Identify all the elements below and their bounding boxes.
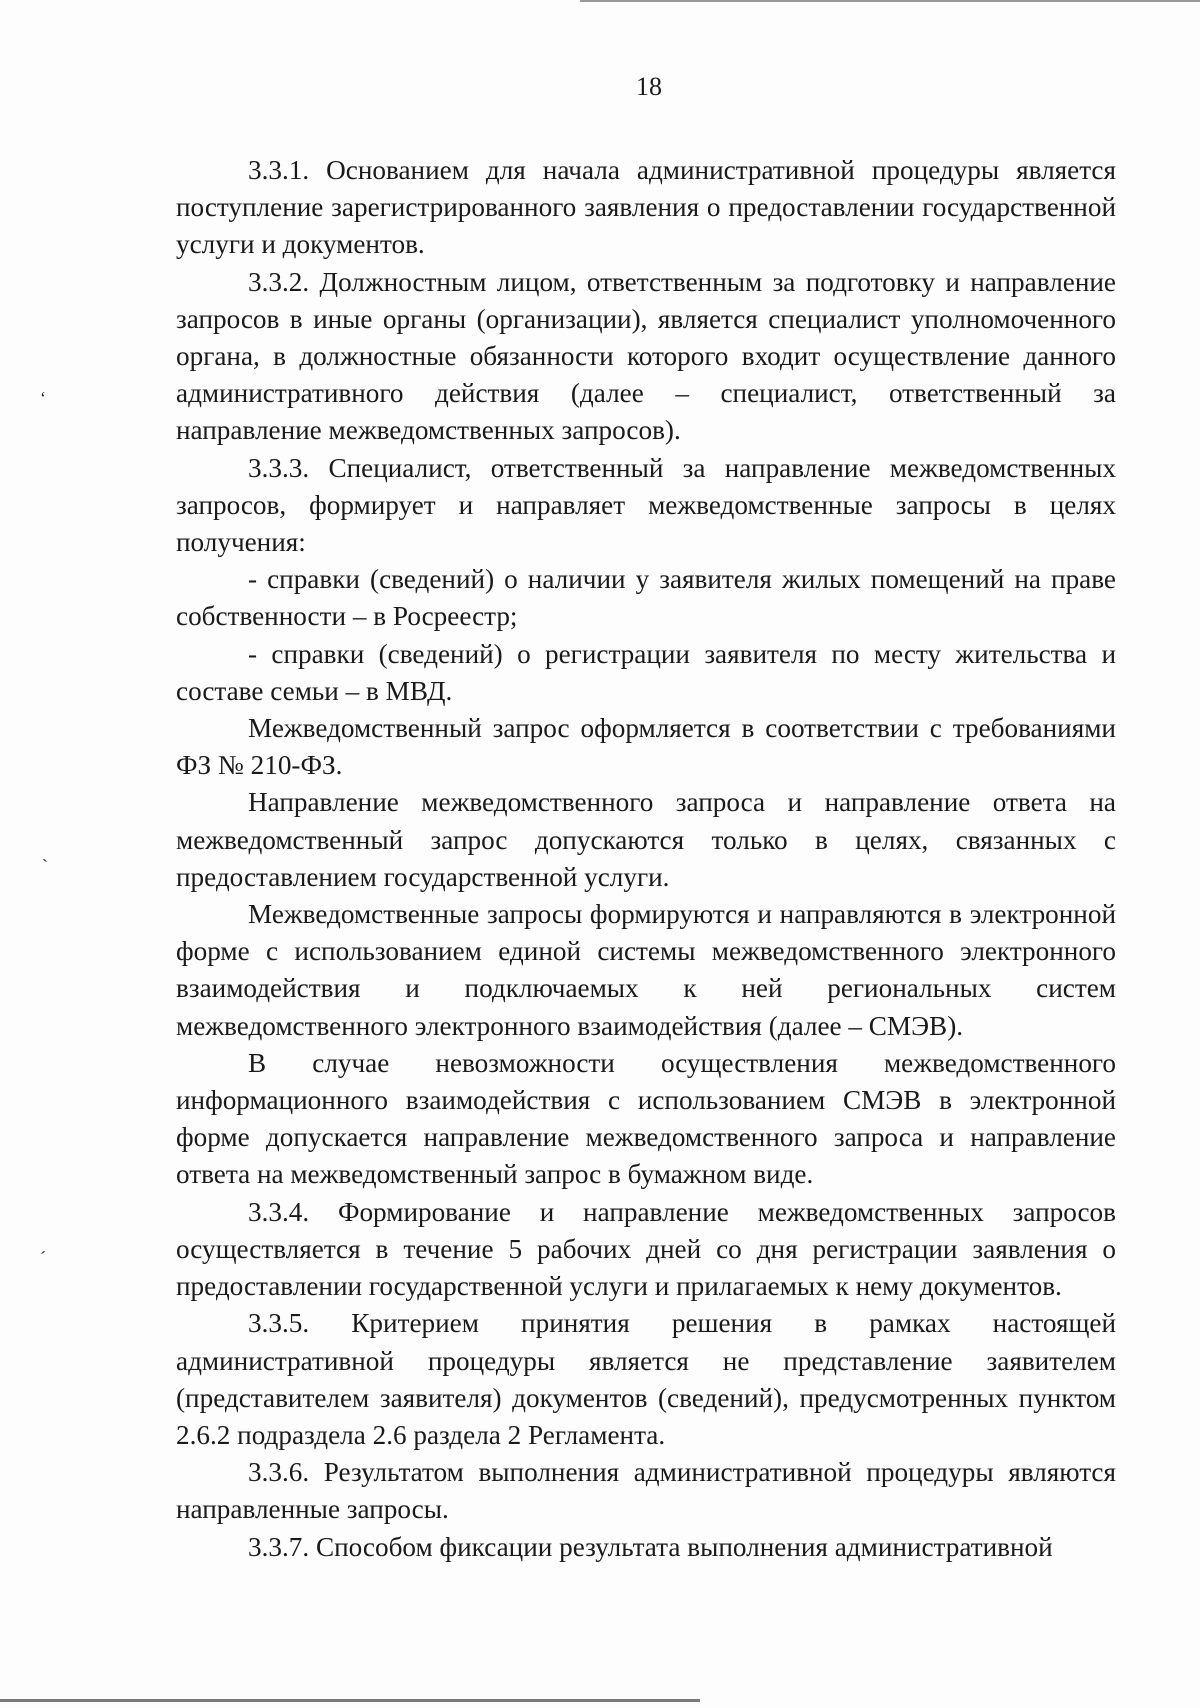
scan-speck: ˊ <box>40 1248 46 1268</box>
scan-speck: ʻ <box>40 388 46 408</box>
paragraph-3-3-6: 3.3.6. Результатом выполнения административной процедуры являются направленные запросы. <box>176 1457 1116 1525</box>
paragraph-3-3-5: 3.3.5. Критерием принятия решения в рамках настоящей административной процедуры является не представление заявителем (представителем заявителя) документов (сведений), предусмотренных пунктом 2.6.2 подраздела 2.6 раздела 2 Регламента. <box>176 1308 1116 1450</box>
paragraph-request-format: Межведомственный запрос оформляется в соответствии с требованиями ФЗ № 210-ФЗ. <box>176 713 1116 781</box>
scan-speck: ˎ <box>42 842 48 862</box>
paragraph-3-3-1: 3.3.1. Основанием для начала административной процедуры является поступление зарегистрированного заявления о предоставлении государственной услуги и документов. <box>176 155 1116 260</box>
list-item-mvd: - справки (сведений) о регистрации заявителя по месту жительства и составе семьи – в МВД. <box>176 638 1116 706</box>
top-edge-line <box>580 0 1200 2</box>
paragraph-3-3-7: 3.3.7. Способом фиксации результата выполнения административной <box>248 1531 1053 1562</box>
document-body <box>176 152 1116 1566</box>
paragraph-request-purpose: Направление межведомственного запроса и направление ответа на межведомственный запрос допускаются только в целях, связанных с предоставлением государственной услуги. <box>176 787 1116 892</box>
page-number: 18 <box>636 72 662 101</box>
paragraph-3-3-4: 3.3.4. Формирование и направление межведомственных запросов осуществляется в течение 5 рабочих дней со дня регистрации заявления о предоставлении государственной услуги и прилагаемых к нему документов. <box>176 1196 1116 1302</box>
paragraph-3-3-3: 3.3.3. Специалист, ответственный за направление межведомственных запросов, формирует и направляет межведомственные запросы в целях получения: <box>176 452 1116 558</box>
paragraph-3-3-2: 3.3.2. Должностным лицом, ответственным за подготовку и направление запросов в иные органы (организации), является специалист уполномоченного органа, в должностные обязанности которого входит осуществление данного административного действия (далее – специалист, ответственный за направление межведомственных запросов). <box>176 266 1116 446</box>
bottom-edge-line <box>0 1699 700 1702</box>
list-item-rosreestr: - справки (сведений) о наличии у заявителя жилых помещений на праве собственности – в Росреестр; <box>176 564 1116 632</box>
paragraph-paper-form: В случае невозможности осуществления межведомственного информационного взаимодействия с использованием СМЭВ в электронной форме допускается направление межведомственного запроса и направление ответа на межведомственный запрос в бумажном виде. <box>176 1047 1116 1190</box>
paragraph-smev: Межведомственные запросы формируются и направляются в электронной форме с использованием единой системы межведомственного электронного взаимодействия и подключаемых к ней региональных систем межведомственного электронного взаимодействия (далее – СМЭВ). <box>176 899 1116 1041</box>
